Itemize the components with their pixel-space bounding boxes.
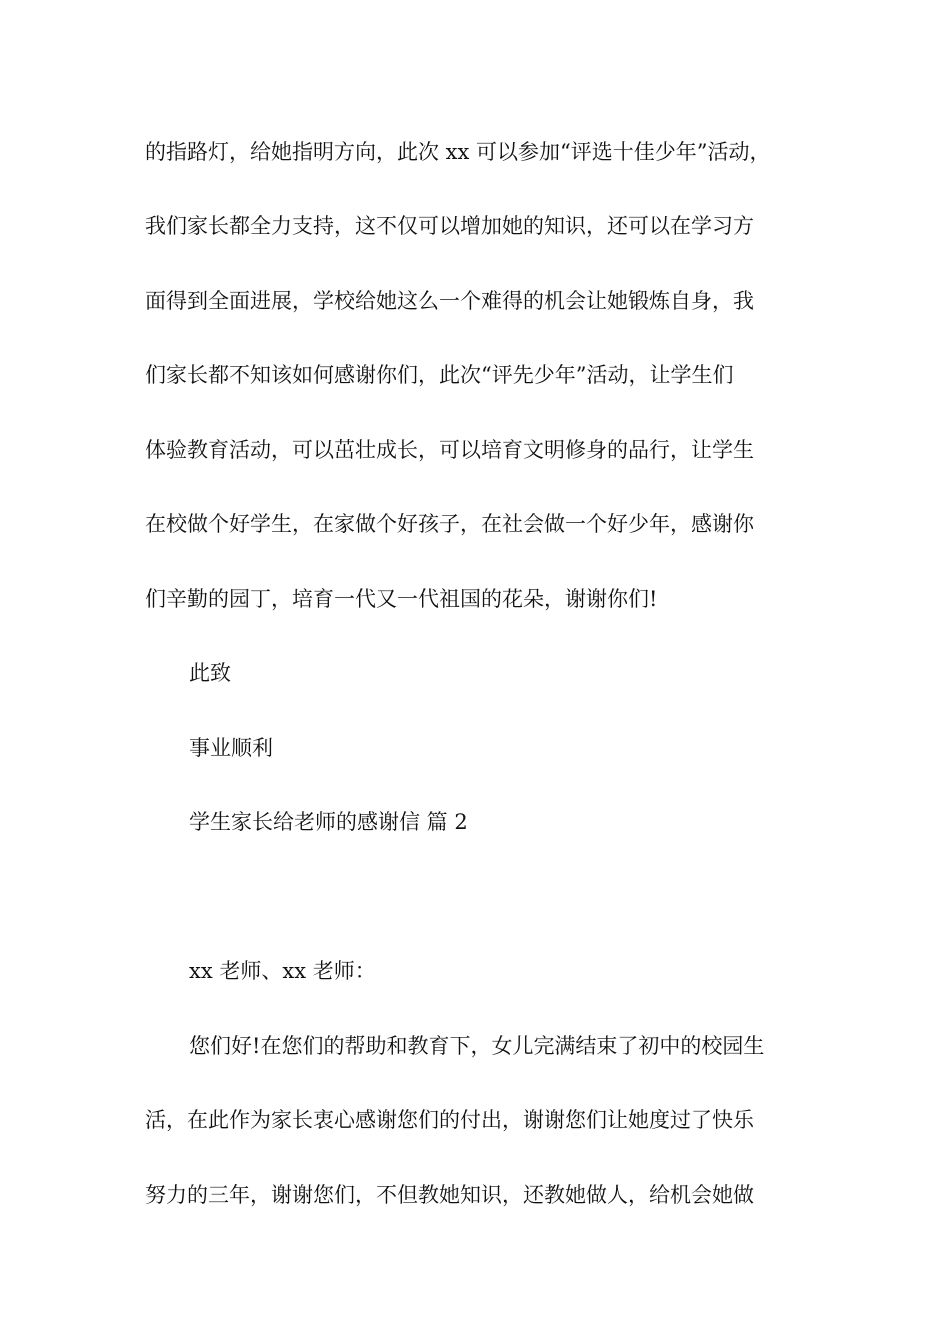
closing-line: 此致: [189, 661, 231, 685]
body-line: 活，在此作为家长衷心感谢您们的付出，谢谢您们让她度过了快乐: [145, 1108, 754, 1132]
body-line: 面得到全面进展，学校给她这么一个难得的机会让她锻炼自身，我: [145, 289, 754, 313]
body-line: 的指路灯，给她指明方向，此次 xx 可以参加“评选十佳少年”活动，: [145, 140, 771, 164]
closing-wish: 事业顺利: [189, 736, 273, 760]
section-title: 学生家长给老师的感谢信 篇 2: [189, 810, 468, 834]
body-line: 体验教育活动，可以茁壮成长，可以培育文明修身的品行，让学生: [145, 438, 754, 462]
salutation: xx 老师、xx 老师：: [189, 959, 376, 983]
body-line: 您们好!在您们的帮助和教育下，女儿完满结束了初中的校园生: [189, 1034, 765, 1058]
body-line: 们家长都不知该如何感谢你们，此次“评先少年”活动，让学生们: [145, 363, 734, 387]
body-line: 我们家长都全力支持，这不仅可以增加她的知识，还可以在学习方: [145, 214, 754, 238]
body-line: 努力的三年，谢谢您们，不但教她知识，还教她做人，给机会她做: [145, 1183, 754, 1207]
body-line: 们辛勤的园丁，培育一代又一代祖国的花朵，谢谢你们!: [145, 587, 658, 611]
body-line: 在校做个好学生，在家做个好孩子，在社会做一个好少年，感谢你: [145, 512, 754, 536]
